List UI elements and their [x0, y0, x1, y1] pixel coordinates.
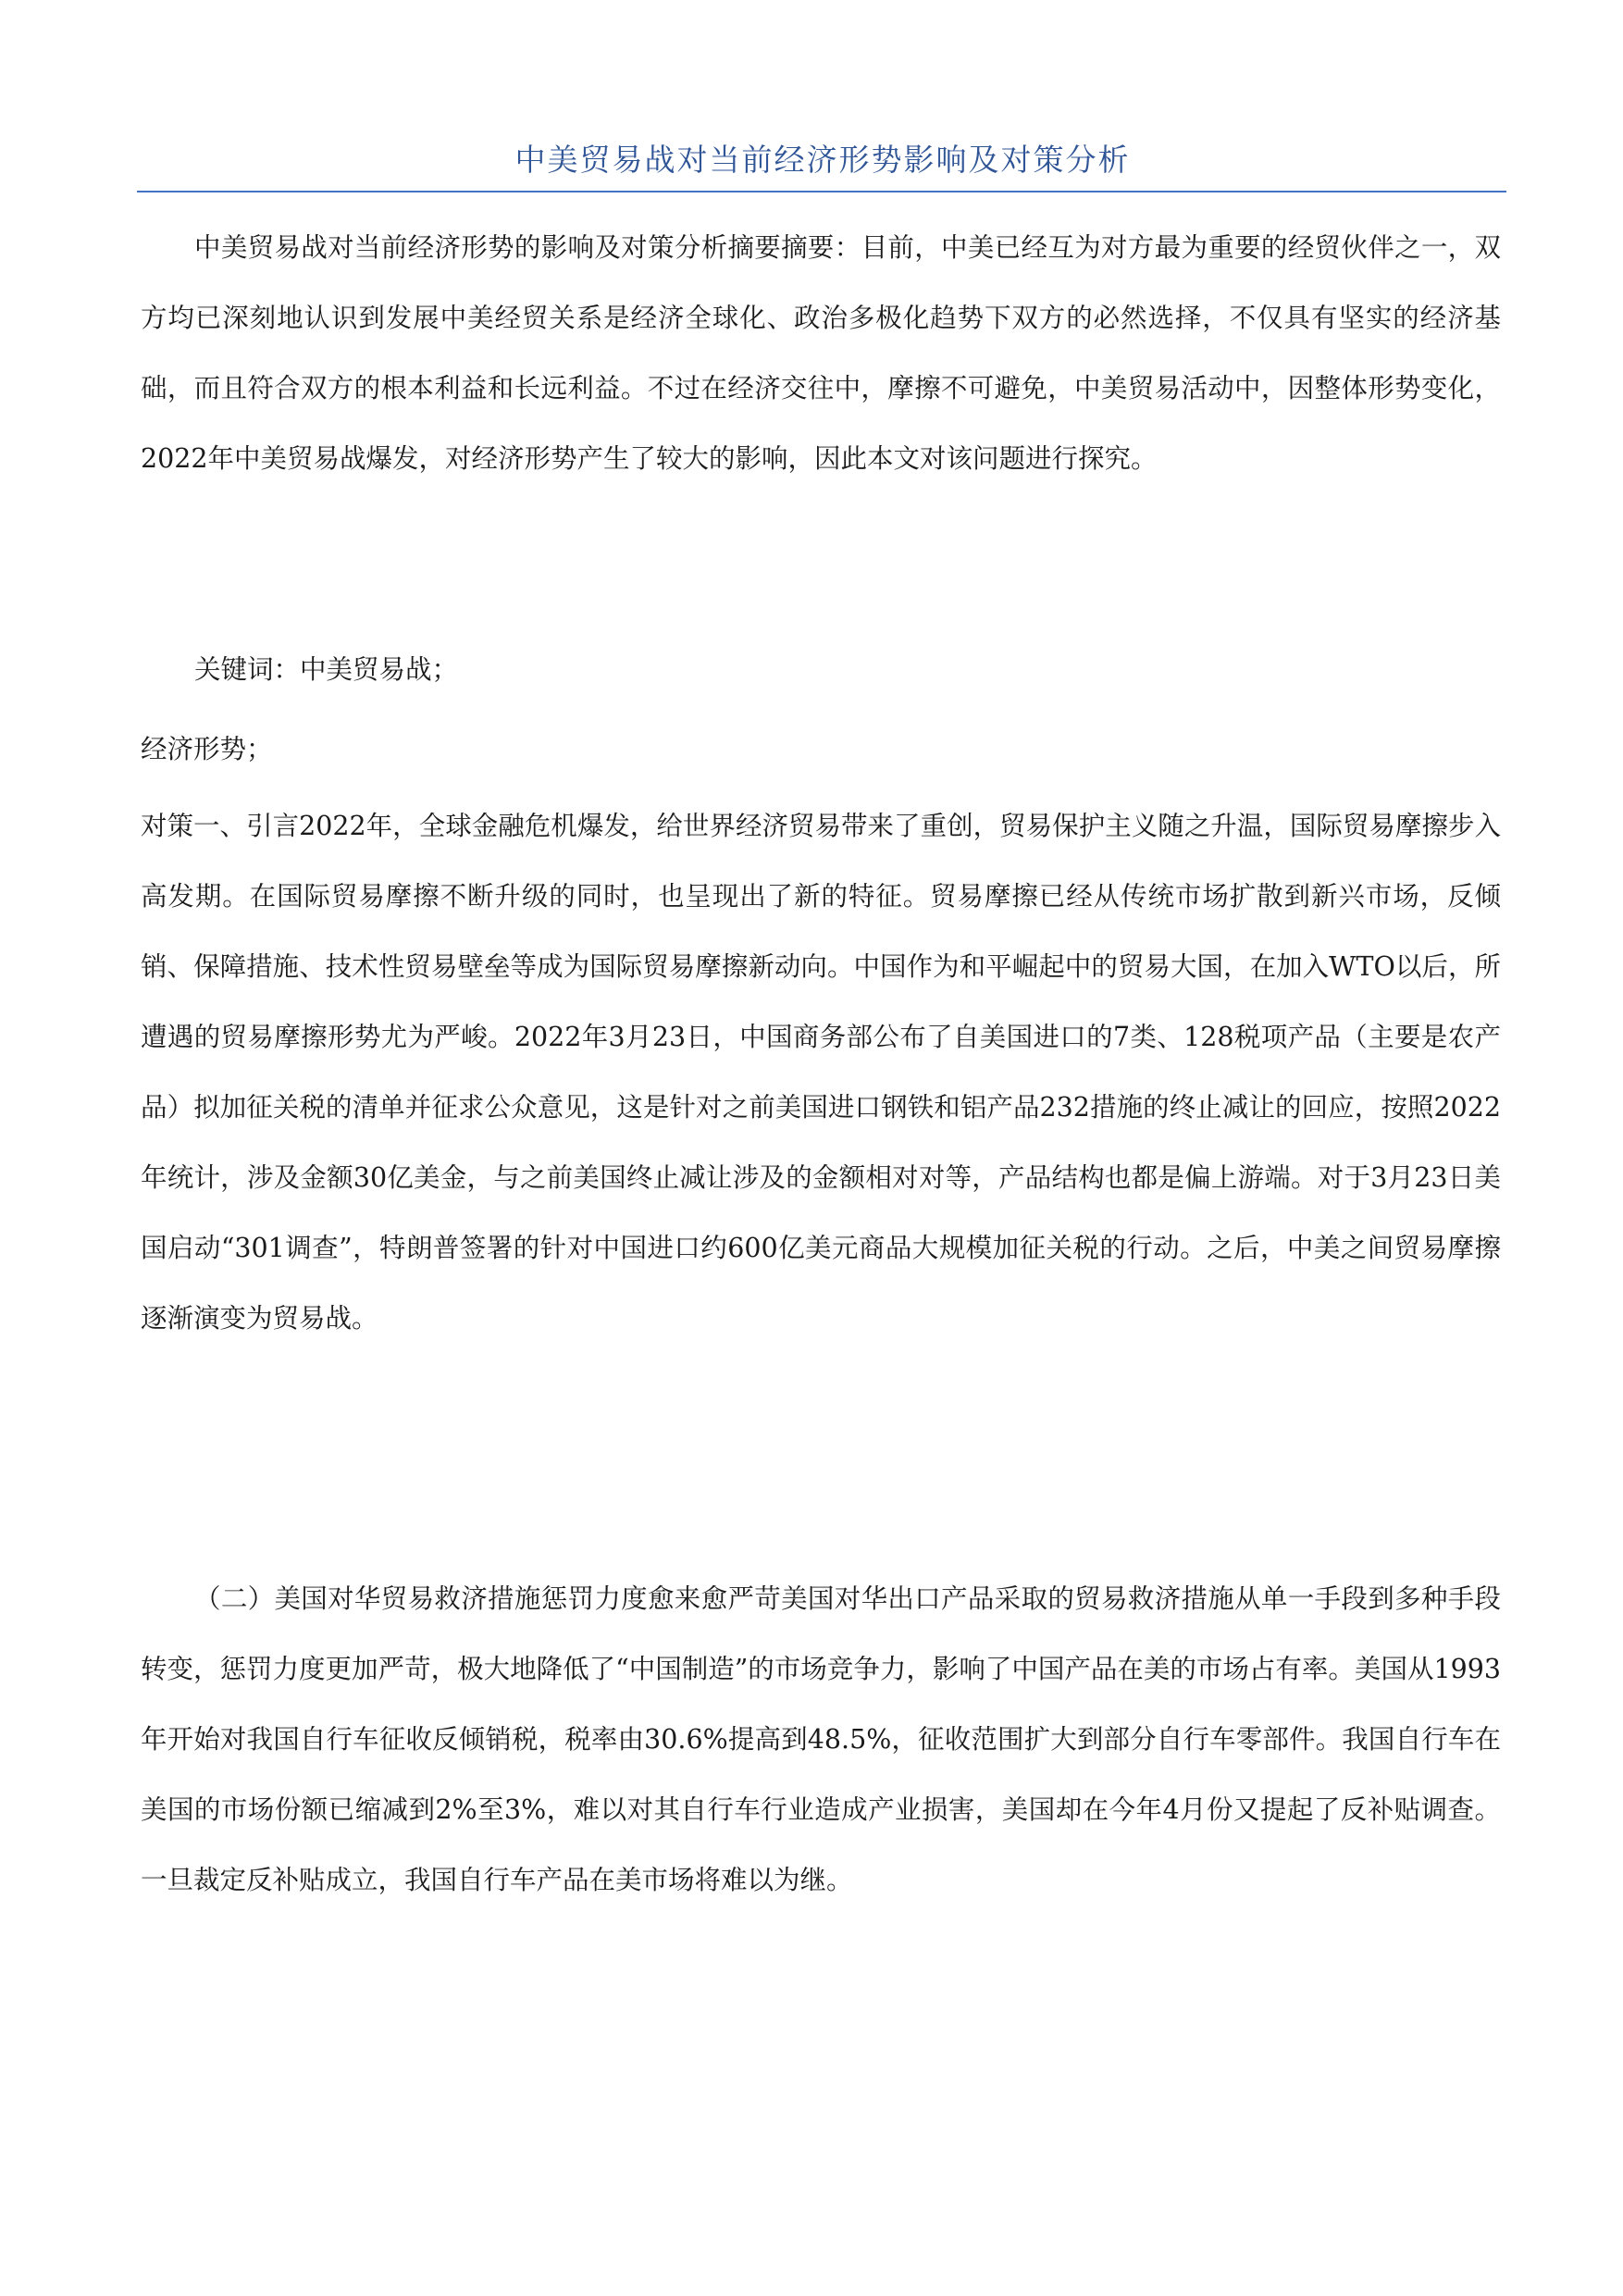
document-title: 中美贸易战对当前经济形势影响及对策分析	[514, 142, 1131, 178]
keywords-line: 关键词：中美贸易战；	[194, 654, 459, 685]
abstract-paragraph: 中美贸易战对当前经济形势的影响及对策分析摘要摘要：目前，中美已经互为对方最为重要的经贸伙伴之一，双方均已深刻地认识到发展中美经贸关系是经济全球化、政治多极化趋势下双方的必然选择，不仅具有坚实的经济基础，而且符合双方的根本利益和长远利益。不过在经济交往中，摩擦不可避免，中美贸易活动中，因整体形势变化，2022年中美贸易战爆发，对经济形势产生了较大的影响，因此本文对该问题进行探究。	[141, 232, 1501, 474]
keywords-continuation-line: 经济形势；	[141, 734, 273, 764]
title-underline-rule	[137, 191, 1506, 192]
introduction-paragraph: 对策一、引言2022年，全球金融危机爆发，给世界经济贸易带来了重创，贸易保护主义随之升温，国际贸易摩擦步入高发期。在国际贸易摩擦不断升级的同时，也呈现出了新的特征。贸易摩擦已经从传统市场扩散到新兴市场，反倾销、保障措施、技术性贸易壁垒等成为国际贸易摩擦新动向。中国作为和平崛起中的贸易大国，在加入WTO以后，所遭遇的贸易摩擦形势尤为严峻。2022年3月23日，中国商务部公布了自美国进口的7类、128税项产品（主要是农产品）拟加征关税的清单并征求公众意见，这是针对之前美国进口钢铁和铝产品232措施的终止减让的回应，按照2022年统计，涉及金额30亿美金，与之前美国终止减让涉及的金额相对对等，产品结构也都是偏上游端。对于3月23日美国启动“301调查”，特朗普签署的针对中国进口约600亿美元商品大规模加征关税的行动。之后，中美之间贸易摩擦逐渐演变为贸易战。	[141, 811, 1501, 1334]
section-two-paragraph: （二）美国对华贸易救济措施惩罚力度愈来愈严苛美国对华出口产品采取的贸易救济措施从单一手段到多种手段转变，惩罚力度更加严苛，极大地降低了“中国制造”的市场竞争力，影响了中国产品在美的市场占有率。美国从1993年开始对我国自行车征收反倾销税，税率由30.6%提高到48.5%，征收范围扩大到部分自行车零部件。我国自行车在美国的市场份额已缩减到2%至3%，难以对其自行车行业造成产业损害，美国却在今年4月份又提起了反补贴调查。一旦裁定反补贴成立，我国自行车产品在美市场将难以为继。	[141, 1583, 1501, 1895]
